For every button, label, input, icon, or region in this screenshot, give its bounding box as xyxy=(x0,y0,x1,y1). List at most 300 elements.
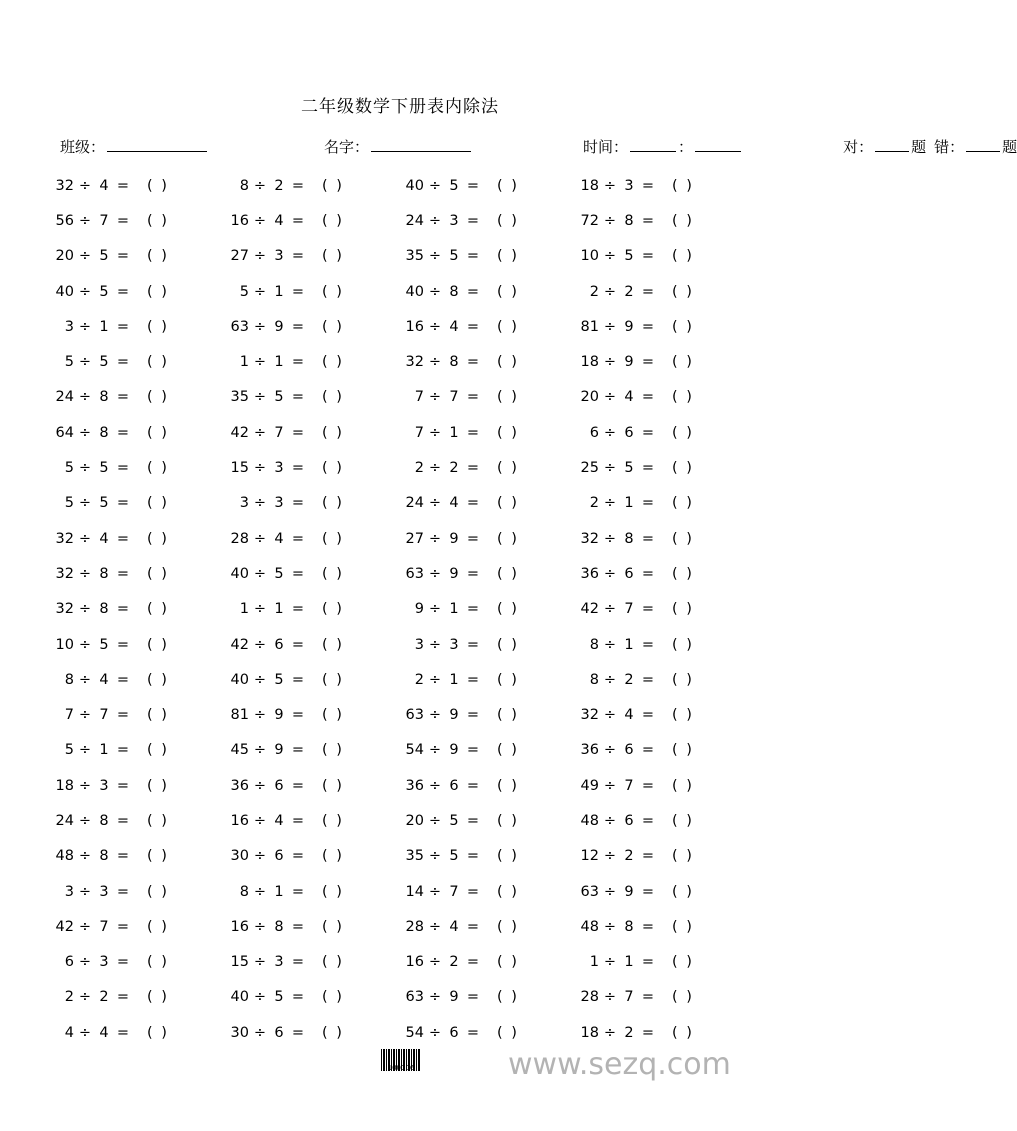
dividend: 40 xyxy=(405,177,424,194)
divide-icon: ÷ xyxy=(603,918,617,935)
divide-icon: ÷ xyxy=(253,318,267,335)
answer-blank[interactable]: ( ) xyxy=(672,636,694,653)
answer-blank[interactable]: ( ) xyxy=(497,565,519,582)
answer-blank[interactable]: ( ) xyxy=(322,1024,344,1041)
problem-item[interactable] xyxy=(52,1015,227,1050)
divisor: 7 xyxy=(624,777,634,794)
dividend: 56 xyxy=(55,212,74,229)
answer-blank[interactable]: ( ) xyxy=(672,742,694,759)
answer-blank[interactable]: ( ) xyxy=(147,248,169,265)
answer-blank[interactable]: ( ) xyxy=(497,318,519,335)
answer-blank[interactable]: ( ) xyxy=(672,212,694,229)
problem-item[interactable] xyxy=(52,662,227,697)
answer-blank[interactable]: ( ) xyxy=(147,954,169,971)
divide-icon: ÷ xyxy=(78,565,92,582)
answer-blank[interactable]: ( ) xyxy=(497,283,519,300)
problem-item[interactable] xyxy=(577,592,752,627)
dividend: 42 xyxy=(230,424,249,441)
equals-sign: = xyxy=(641,883,655,900)
problem-item[interactable] xyxy=(577,874,752,909)
problem-item[interactable] xyxy=(52,415,227,450)
problem-item[interactable] xyxy=(52,592,227,627)
answer-blank[interactable]: ( ) xyxy=(672,777,694,794)
answer-blank[interactable]: ( ) xyxy=(322,671,344,688)
answer-blank[interactable]: ( ) xyxy=(497,636,519,653)
problem-item[interactable] xyxy=(402,521,577,556)
class-blank[interactable] xyxy=(107,138,207,152)
equals-sign: = xyxy=(291,565,305,582)
answer-blank[interactable]: ( ) xyxy=(497,1024,519,1041)
problem-item[interactable] xyxy=(402,980,577,1015)
answer-blank[interactable]: ( ) xyxy=(672,883,694,900)
time-field[interactable] xyxy=(583,136,743,157)
divisor: 7 xyxy=(449,883,459,900)
answer-blank[interactable]: ( ) xyxy=(322,918,344,935)
divisor: 9 xyxy=(449,742,459,759)
divisor: 5 xyxy=(449,812,459,829)
equals-sign: = xyxy=(116,460,130,477)
problem-item[interactable] xyxy=(227,239,402,274)
answer-blank[interactable]: ( ) xyxy=(322,989,344,1006)
problem-item[interactable] xyxy=(577,309,752,344)
problem-item[interactable] xyxy=(577,697,752,732)
divide-icon: ÷ xyxy=(253,636,267,653)
divide-icon: ÷ xyxy=(603,424,617,441)
problem-item[interactable] xyxy=(227,415,402,450)
divisor: 2 xyxy=(274,177,284,194)
answer-blank[interactable]: ( ) xyxy=(672,601,694,618)
divisor: 2 xyxy=(449,954,459,971)
answer-blank[interactable]: ( ) xyxy=(672,530,694,547)
problem-item[interactable] xyxy=(577,203,752,238)
answer-blank[interactable]: ( ) xyxy=(672,565,694,582)
answer-blank[interactable]: ( ) xyxy=(322,954,344,971)
problem-item[interactable] xyxy=(52,733,227,768)
divisor: 3 xyxy=(274,460,284,477)
answer-blank[interactable]: ( ) xyxy=(672,460,694,477)
dividend: 30 xyxy=(230,1024,249,1041)
problem-item[interactable] xyxy=(227,733,402,768)
problem-item[interactable] xyxy=(227,839,402,874)
answer-blank[interactable]: ( ) xyxy=(497,530,519,547)
answer-blank[interactable]: ( ) xyxy=(672,283,694,300)
problem-item[interactable] xyxy=(402,909,577,944)
divide-icon: ÷ xyxy=(603,565,617,582)
problem-item[interactable] xyxy=(577,627,752,662)
dividend: 16 xyxy=(230,812,249,829)
equals-sign: = xyxy=(291,389,305,406)
answer-blank[interactable]: ( ) xyxy=(322,354,344,371)
dividend: 3 xyxy=(64,318,74,335)
answer-blank[interactable]: ( ) xyxy=(147,389,169,406)
problem-item[interactable] xyxy=(227,697,402,732)
answer-blank[interactable]: ( ) xyxy=(672,495,694,512)
dividend: 24 xyxy=(405,495,424,512)
problem-item[interactable] xyxy=(52,486,227,521)
equals-sign: = xyxy=(641,848,655,865)
answer-blank[interactable]: ( ) xyxy=(322,601,344,618)
answer-blank[interactable]: ( ) xyxy=(147,636,169,653)
problem-item[interactable] xyxy=(577,662,752,697)
dividend: 3 xyxy=(414,636,424,653)
answer-blank[interactable]: ( ) xyxy=(147,424,169,441)
problem-item[interactable] xyxy=(227,909,402,944)
problem-item[interactable] xyxy=(227,344,402,379)
divide-icon: ÷ xyxy=(603,495,617,512)
answer-blank[interactable]: ( ) xyxy=(672,248,694,265)
problem-item[interactable] xyxy=(227,203,402,238)
answer-blank[interactable]: ( ) xyxy=(147,318,169,335)
divisor: 4 xyxy=(99,671,109,688)
divisor: 6 xyxy=(624,424,634,441)
equals-sign: = xyxy=(116,530,130,547)
divisor: 4 xyxy=(624,389,634,406)
equals-sign: = xyxy=(466,777,480,794)
answer-blank[interactable]: ( ) xyxy=(322,530,344,547)
answer-blank[interactable]: ( ) xyxy=(147,354,169,371)
wrong-blank[interactable] xyxy=(966,138,1000,152)
problem-item[interactable] xyxy=(577,980,752,1015)
answer-blank[interactable]: ( ) xyxy=(672,989,694,1006)
answer-blank[interactable]: ( ) xyxy=(672,812,694,829)
problem-item[interactable] xyxy=(52,803,227,838)
answer-blank[interactable]: ( ) xyxy=(147,177,169,194)
name-blank[interactable] xyxy=(371,138,471,152)
answer-blank[interactable]: ( ) xyxy=(322,883,344,900)
problem-item[interactable] xyxy=(402,662,577,697)
problem-item[interactable] xyxy=(402,803,577,838)
divide-icon: ÷ xyxy=(253,248,267,265)
answer-blank[interactable]: ( ) xyxy=(147,742,169,759)
answer-blank[interactable]: ( ) xyxy=(322,460,344,477)
answer-blank[interactable]: ( ) xyxy=(147,601,169,618)
score-field[interactable] xyxy=(843,136,1017,157)
problem-item[interactable] xyxy=(577,274,752,309)
dividend: 4 xyxy=(64,1024,74,1041)
problem-item[interactable] xyxy=(227,627,402,662)
problem-item[interactable] xyxy=(577,839,752,874)
answer-blank[interactable]: ( ) xyxy=(672,848,694,865)
dividend: 18 xyxy=(55,777,74,794)
divide-icon: ÷ xyxy=(603,1024,617,1041)
divisor: 5 xyxy=(274,671,284,688)
divisor: 5 xyxy=(99,354,109,371)
equals-sign: = xyxy=(116,283,130,300)
problem-item[interactable] xyxy=(402,380,577,415)
answer-blank[interactable]: ( ) xyxy=(497,707,519,724)
answer-blank[interactable]: ( ) xyxy=(147,812,169,829)
answer-blank[interactable]: ( ) xyxy=(322,212,344,229)
answer-blank[interactable]: ( ) xyxy=(497,742,519,759)
problem-item[interactable] xyxy=(52,627,227,662)
answer-blank[interactable]: ( ) xyxy=(497,918,519,935)
problem-item[interactable] xyxy=(577,168,752,203)
divide-icon: ÷ xyxy=(253,883,267,900)
answer-blank[interactable]: ( ) xyxy=(322,424,344,441)
dividend: 35 xyxy=(230,389,249,406)
divide-icon: ÷ xyxy=(253,671,267,688)
problem-item[interactable] xyxy=(52,344,227,379)
equals-sign: = xyxy=(116,636,130,653)
equals-sign: = xyxy=(641,954,655,971)
answer-blank[interactable]: ( ) xyxy=(497,460,519,477)
problem-item[interactable] xyxy=(577,486,752,521)
problem-item[interactable] xyxy=(577,1015,752,1050)
answer-blank[interactable]: ( ) xyxy=(322,283,344,300)
problem-item[interactable] xyxy=(402,486,577,521)
answer-blank[interactable]: ( ) xyxy=(497,177,519,194)
problem-item[interactable] xyxy=(402,1015,577,1050)
divide-icon: ÷ xyxy=(78,177,92,194)
problem-item[interactable] xyxy=(52,697,227,732)
problem-item[interactable] xyxy=(227,980,402,1015)
answer-blank[interactable]: ( ) xyxy=(147,212,169,229)
answer-blank[interactable]: ( ) xyxy=(147,283,169,300)
problem-item[interactable] xyxy=(227,274,402,309)
problem-item[interactable] xyxy=(402,768,577,803)
dividend: 2 xyxy=(414,460,424,477)
dividend: 3 xyxy=(239,495,249,512)
answer-blank[interactable]: ( ) xyxy=(497,424,519,441)
answer-blank[interactable]: ( ) xyxy=(672,354,694,371)
equals-sign: = xyxy=(641,565,655,582)
problem-item[interactable] xyxy=(402,592,577,627)
problem-item[interactable] xyxy=(52,203,227,238)
answer-blank[interactable]: ( ) xyxy=(322,495,344,512)
answer-blank[interactable]: ( ) xyxy=(672,318,694,335)
problem-item[interactable] xyxy=(402,945,577,980)
problem-item[interactable] xyxy=(227,1015,402,1050)
dividend: 8 xyxy=(239,883,249,900)
answer-blank[interactable]: ( ) xyxy=(672,389,694,406)
problem-item[interactable] xyxy=(227,168,402,203)
answer-blank[interactable]: ( ) xyxy=(497,389,519,406)
problem-item[interactable] xyxy=(402,415,577,450)
answer-blank[interactable]: ( ) xyxy=(322,248,344,265)
problem-item[interactable] xyxy=(227,450,402,485)
dividend: 5 xyxy=(64,495,74,512)
problem-item[interactable] xyxy=(227,556,402,591)
problem-item[interactable] xyxy=(577,909,752,944)
answer-blank[interactable]: ( ) xyxy=(147,989,169,1006)
divide-icon: ÷ xyxy=(78,883,92,900)
answer-blank[interactable]: ( ) xyxy=(147,460,169,477)
divide-icon: ÷ xyxy=(253,954,267,971)
dividend: 1 xyxy=(589,954,599,971)
equals-sign: = xyxy=(291,848,305,865)
answer-blank[interactable]: ( ) xyxy=(147,777,169,794)
answer-blank[interactable]: ( ) xyxy=(147,848,169,865)
answer-blank[interactable]: ( ) xyxy=(672,671,694,688)
answer-blank[interactable]: ( ) xyxy=(147,1024,169,1041)
problem-item[interactable] xyxy=(52,521,227,556)
problem-item[interactable] xyxy=(402,274,577,309)
problem-item[interactable] xyxy=(402,733,577,768)
answer-blank[interactable]: ( ) xyxy=(147,918,169,935)
equals-sign: = xyxy=(641,460,655,477)
time-hour-blank[interactable] xyxy=(630,138,676,152)
problem-item[interactable] xyxy=(52,168,227,203)
divisor: 3 xyxy=(274,248,284,265)
divide-icon: ÷ xyxy=(428,671,442,688)
divisor: 1 xyxy=(274,601,284,618)
problem-item[interactable] xyxy=(402,874,577,909)
answer-blank[interactable]: ( ) xyxy=(497,954,519,971)
problem-item[interactable] xyxy=(52,274,227,309)
problem-item[interactable] xyxy=(227,521,402,556)
problem-item[interactable] xyxy=(52,909,227,944)
problem-item[interactable] xyxy=(577,803,752,838)
answer-blank[interactable]: ( ) xyxy=(672,1024,694,1041)
problem-item[interactable] xyxy=(52,945,227,980)
problem-item[interactable] xyxy=(52,980,227,1015)
divide-icon: ÷ xyxy=(428,565,442,582)
answer-blank[interactable]: ( ) xyxy=(672,707,694,724)
problem-item[interactable] xyxy=(577,556,752,591)
answer-blank[interactable]: ( ) xyxy=(497,812,519,829)
answer-blank[interactable]: ( ) xyxy=(322,777,344,794)
divisor: 6 xyxy=(274,777,284,794)
problem-item[interactable] xyxy=(52,839,227,874)
answer-blank[interactable]: ( ) xyxy=(147,883,169,900)
problem-item[interactable] xyxy=(402,309,577,344)
problem-item[interactable] xyxy=(577,768,752,803)
equals-sign: = xyxy=(291,636,305,653)
divisor: 2 xyxy=(99,989,109,1006)
answer-blank[interactable]: ( ) xyxy=(497,248,519,265)
correct-blank[interactable] xyxy=(875,138,909,152)
answer-blank[interactable]: ( ) xyxy=(322,565,344,582)
equals-sign: = xyxy=(291,354,305,371)
answer-blank[interactable]: ( ) xyxy=(497,354,519,371)
answer-blank[interactable]: ( ) xyxy=(672,918,694,935)
problem-item[interactable] xyxy=(577,945,752,980)
equals-sign: = xyxy=(641,424,655,441)
divisor: 3 xyxy=(99,883,109,900)
problem-item[interactable] xyxy=(227,309,402,344)
problem-item[interactable] xyxy=(402,697,577,732)
problem-item[interactable] xyxy=(52,450,227,485)
problem-item[interactable] xyxy=(402,556,577,591)
divide-icon: ÷ xyxy=(603,742,617,759)
problem-item[interactable] xyxy=(402,344,577,379)
answer-blank[interactable]: ( ) xyxy=(322,318,344,335)
answer-blank[interactable]: ( ) xyxy=(672,177,694,194)
problem-item[interactable] xyxy=(577,450,752,485)
dividend: 28 xyxy=(405,918,424,935)
equals-sign: = xyxy=(466,354,480,371)
answer-blank[interactable]: ( ) xyxy=(497,883,519,900)
answer-blank[interactable]: ( ) xyxy=(322,848,344,865)
name-field[interactable] xyxy=(324,136,473,157)
problem-item[interactable] xyxy=(402,627,577,662)
answer-blank[interactable]: ( ) xyxy=(672,954,694,971)
problem-item[interactable] xyxy=(227,662,402,697)
divisor: 9 xyxy=(449,989,459,1006)
time-minute-blank[interactable] xyxy=(695,138,741,152)
divisor: 8 xyxy=(449,354,459,371)
problem-item[interactable] xyxy=(52,309,227,344)
answer-blank[interactable]: ( ) xyxy=(147,495,169,512)
equals-sign: = xyxy=(291,177,305,194)
problem-item[interactable] xyxy=(402,203,577,238)
problem-item[interactable] xyxy=(52,239,227,274)
problem-item[interactable] xyxy=(577,344,752,379)
divide-icon: ÷ xyxy=(428,460,442,477)
answer-blank[interactable]: ( ) xyxy=(322,636,344,653)
dividend: 36 xyxy=(230,777,249,794)
answer-blank[interactable]: ( ) xyxy=(497,671,519,688)
answer-blank[interactable]: ( ) xyxy=(497,777,519,794)
dividend: 20 xyxy=(405,812,424,829)
divide-icon: ÷ xyxy=(78,954,92,971)
equals-sign: = xyxy=(291,954,305,971)
problem-item[interactable] xyxy=(227,803,402,838)
answer-blank[interactable]: ( ) xyxy=(147,671,169,688)
equals-sign: = xyxy=(116,954,130,971)
problem-item[interactable] xyxy=(227,945,402,980)
answer-blank[interactable]: ( ) xyxy=(672,424,694,441)
answer-blank[interactable]: ( ) xyxy=(497,848,519,865)
problem-item[interactable] xyxy=(402,450,577,485)
dividend: 25 xyxy=(580,460,599,477)
answer-blank[interactable]: ( ) xyxy=(322,389,344,406)
problem-item[interactable] xyxy=(402,168,577,203)
answer-blank[interactable]: ( ) xyxy=(322,707,344,724)
equals-sign: = xyxy=(116,495,130,512)
dividend: 24 xyxy=(405,212,424,229)
problem-item[interactable] xyxy=(402,839,577,874)
class-field[interactable] xyxy=(60,136,209,157)
divide-icon: ÷ xyxy=(428,389,442,406)
answer-blank[interactable]: ( ) xyxy=(497,989,519,1006)
divisor: 5 xyxy=(624,248,634,265)
problem-item[interactable] xyxy=(577,239,752,274)
problem-item[interactable] xyxy=(577,415,752,450)
answer-blank[interactable]: ( ) xyxy=(322,177,344,194)
problem-item[interactable] xyxy=(227,592,402,627)
problem-item[interactable] xyxy=(52,768,227,803)
divisor: 1 xyxy=(274,354,284,371)
dividend: 28 xyxy=(580,989,599,1006)
divisor: 3 xyxy=(449,636,459,653)
problem-item[interactable] xyxy=(52,556,227,591)
problem-item[interactable] xyxy=(52,380,227,415)
problem-item[interactable] xyxy=(402,239,577,274)
answer-blank[interactable]: ( ) xyxy=(147,565,169,582)
divide-icon: ÷ xyxy=(253,530,267,547)
answer-blank[interactable]: ( ) xyxy=(322,742,344,759)
problem-item[interactable] xyxy=(577,380,752,415)
answer-blank[interactable]: ( ) xyxy=(147,707,169,724)
problem-item[interactable] xyxy=(227,486,402,521)
divisor: 6 xyxy=(449,777,459,794)
dividend: 16 xyxy=(230,918,249,935)
problem-item[interactable] xyxy=(52,874,227,909)
answer-blank[interactable]: ( ) xyxy=(497,495,519,512)
problem-item[interactable] xyxy=(577,521,752,556)
answer-blank[interactable]: ( ) xyxy=(497,601,519,618)
problem-item[interactable] xyxy=(227,380,402,415)
problem-item[interactable] xyxy=(227,768,402,803)
answer-blank[interactable]: ( ) xyxy=(322,812,344,829)
divide-icon: ÷ xyxy=(603,318,617,335)
problem-item[interactable] xyxy=(227,874,402,909)
answer-blank[interactable]: ( ) xyxy=(497,212,519,229)
dividend: 9 xyxy=(414,601,424,618)
problem-item[interactable] xyxy=(577,733,752,768)
answer-blank[interactable]: ( ) xyxy=(147,530,169,547)
